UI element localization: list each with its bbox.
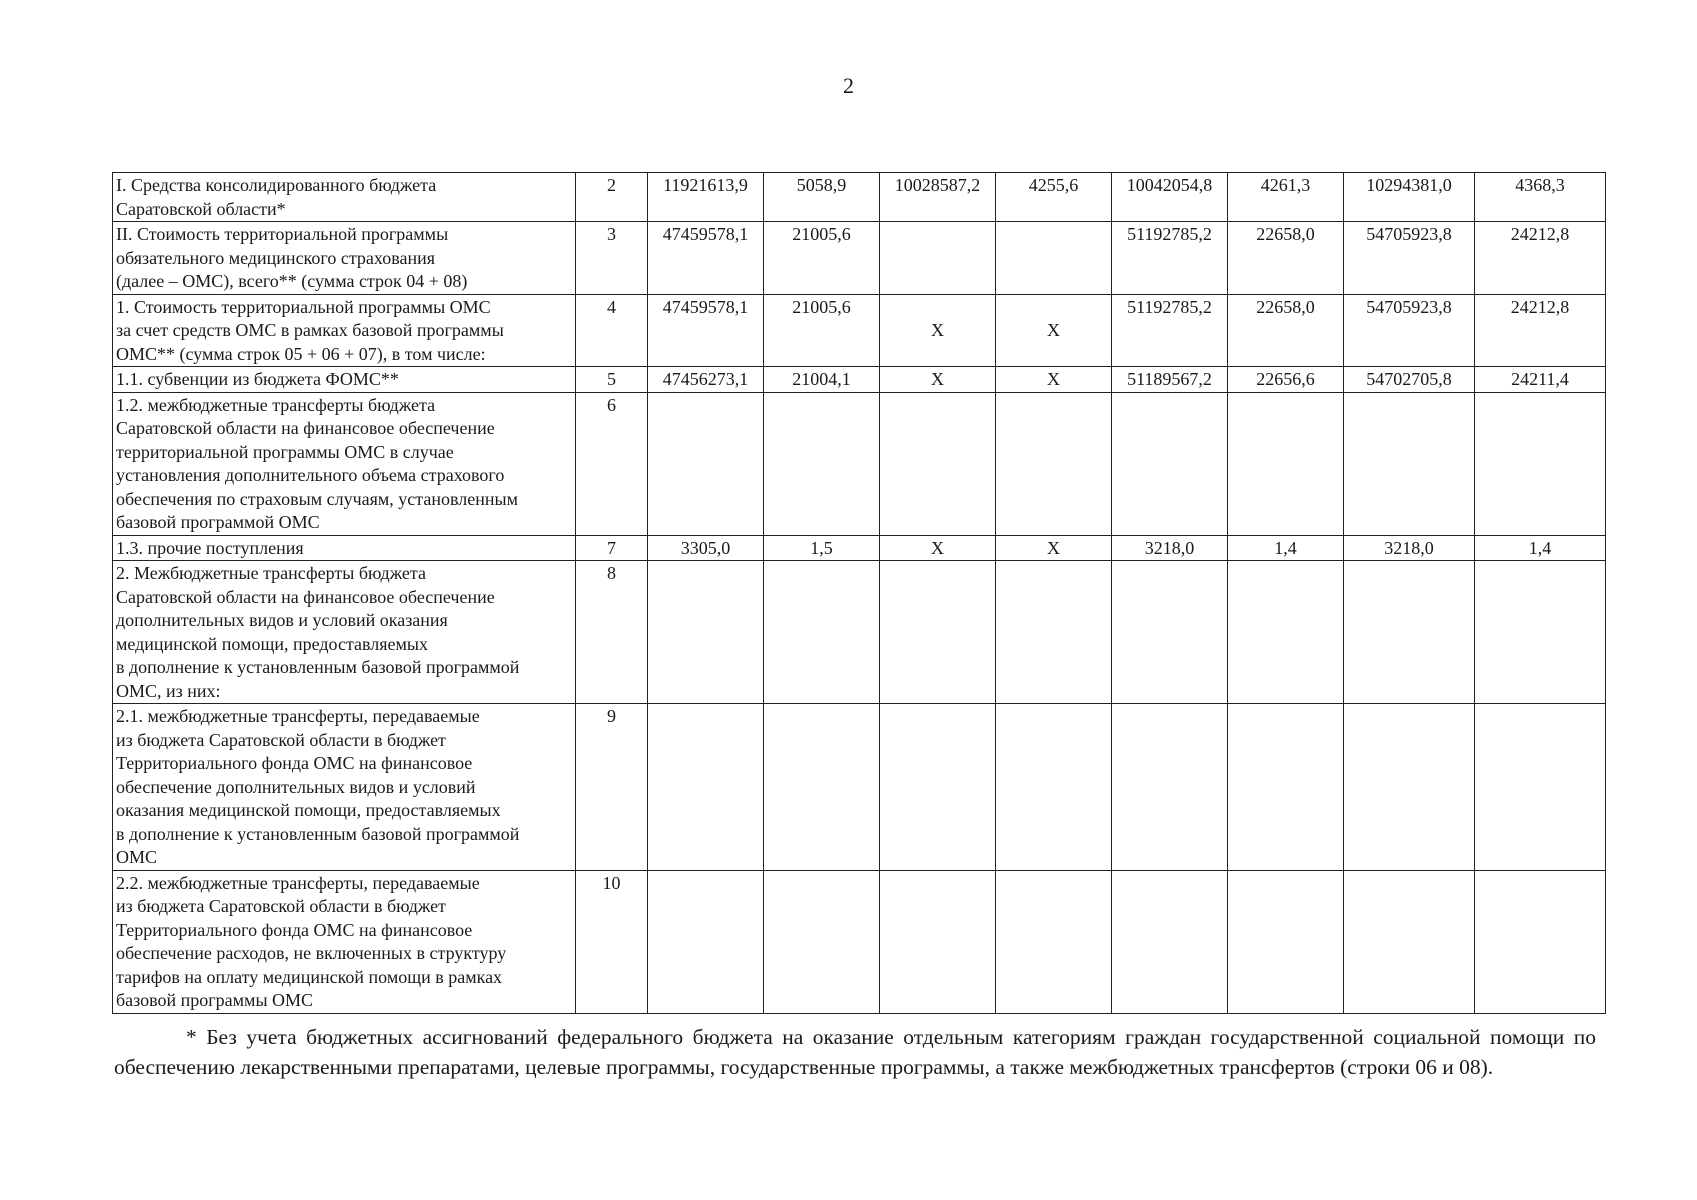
value-cell: Х xyxy=(996,535,1112,561)
value-cell xyxy=(996,704,1112,871)
row-line-number: 2 xyxy=(576,173,648,222)
value-cell: 1,4 xyxy=(1475,535,1606,561)
value-cell: 51192785,2 xyxy=(1112,294,1228,367)
value-cell xyxy=(764,561,880,704)
value-cell xyxy=(764,704,880,871)
row-label: 1. Стоимость территориальной программы ОМС за счет средств ОМС в рамках базовой программы ОМС** (сумма строк 05 + 06 + 07), в том числе: xyxy=(113,294,576,367)
value-cell: 10028587,2 xyxy=(880,173,996,222)
value-cell xyxy=(1228,704,1344,871)
value-cell xyxy=(996,561,1112,704)
value-cell: 22658,0 xyxy=(1228,294,1344,367)
value-cell: 47459578,1 xyxy=(648,222,764,295)
value-cell: 3305,0 xyxy=(648,535,764,561)
row-label: 2.2. межбюджетные трансферты, передаваемые из бюджета Саратовской области в бюджет Территориального фонда ОМС на финансовое обеспечение расходов, не включенных в структуру тарифов на оплату медицинской помощи в рамках базовой программы ОМС xyxy=(113,870,576,1013)
value-cell xyxy=(648,870,764,1013)
value-cell xyxy=(1228,392,1344,535)
row-line-number: 8 xyxy=(576,561,648,704)
row-line-number: 5 xyxy=(576,367,648,393)
table-body xyxy=(113,173,1606,1014)
value-cell: 54705923,8 xyxy=(1344,294,1475,367)
value-cell: 1,5 xyxy=(764,535,880,561)
row-label: II. Стоимость территориальной программы обязательного медицинского страхования (далее – ОМС), всего** (сумма строк 04 + 08) xyxy=(113,222,576,295)
value-cell xyxy=(880,704,996,871)
value-cell: Х xyxy=(880,367,996,393)
value-cell: 24212,8 xyxy=(1475,294,1606,367)
value-cell xyxy=(880,222,996,295)
value-cell xyxy=(1112,392,1228,535)
value-cell xyxy=(764,870,880,1013)
page-number: 2 xyxy=(843,73,854,98)
value-cell xyxy=(648,392,764,535)
value-cell: 24211,4 xyxy=(1475,367,1606,393)
value-cell xyxy=(648,561,764,704)
value-cell xyxy=(1112,704,1228,871)
value-cell xyxy=(1112,870,1228,1013)
row-line-number: 9 xyxy=(576,704,648,871)
value-cell xyxy=(1475,704,1606,871)
row-label: 2. Межбюджетные трансферты бюджета Саратовской области на финансовое обеспечение дополнительных видов и условий оказания медицинской помощи, предоставляемых в дополнение к установленным базовой программой ОМС, из них: xyxy=(113,561,576,704)
value-cell: Х xyxy=(880,535,996,561)
value-cell: 4261,3 xyxy=(1228,173,1344,222)
row-label: 1.1. субвенции из бюджета ФОМС** xyxy=(113,367,576,393)
value-cell xyxy=(1344,870,1475,1013)
value-cell xyxy=(1344,561,1475,704)
value-cell: 4368,3 xyxy=(1475,173,1606,222)
value-cell xyxy=(880,561,996,704)
value-cell: 21005,6 xyxy=(764,294,880,367)
value-cell: 47459578,1 xyxy=(648,294,764,367)
value-cell: 10294381,0 xyxy=(1344,173,1475,222)
row-line-number: 7 xyxy=(576,535,648,561)
value-cell: 47456273,1 xyxy=(648,367,764,393)
row-line-number: 6 xyxy=(576,392,648,535)
row-label: 1.2. межбюджетные трансферты бюджета Саратовской области на финансовое обеспечение территориальной программы ОМС в случае установления дополнительного объема страхового обеспечения по страховым случаям, установленным базовой программой ОМС xyxy=(113,392,576,535)
value-cell: Х xyxy=(996,294,1112,367)
value-cell: 54705923,8 xyxy=(1344,222,1475,295)
table-row xyxy=(113,367,1606,393)
value-cell xyxy=(1475,561,1606,704)
table-row xyxy=(113,294,1606,367)
value-cell: 3218,0 xyxy=(1344,535,1475,561)
row-line-number: 3 xyxy=(576,222,648,295)
value-cell xyxy=(1112,561,1228,704)
table-row xyxy=(113,392,1606,535)
table-row xyxy=(113,870,1606,1013)
value-cell: 11921613,9 xyxy=(648,173,764,222)
table-row xyxy=(113,535,1606,561)
table-row xyxy=(113,704,1606,871)
table-row xyxy=(113,173,1606,222)
value-cell: Х xyxy=(996,367,1112,393)
row-label: 2.1. межбюджетные трансферты, передаваемые из бюджета Саратовской области в бюджет Территориального фонда ОМС на финансовое обеспечение дополнительных видов и условий оказания медицинской помощи, предоставляемых в дополнение к установленным базовой программой ОМС xyxy=(113,704,576,871)
budget-table xyxy=(112,172,1606,1014)
value-cell: 22656,6 xyxy=(1228,367,1344,393)
value-cell xyxy=(880,870,996,1013)
value-cell: 4255,6 xyxy=(996,173,1112,222)
value-cell: 21004,1 xyxy=(764,367,880,393)
value-cell: Х xyxy=(880,294,996,367)
value-cell xyxy=(996,222,1112,295)
value-cell: 51189567,2 xyxy=(1112,367,1228,393)
value-cell xyxy=(1475,870,1606,1013)
value-cell: 54702705,8 xyxy=(1344,367,1475,393)
footnote: * Без учета бюджетных ассигнований федерального бюджета на оказание отдельным категориям граждан государственной социальной помощи по обеспечению лекарственными препаратами, целевые программы, государственные программы, а также межбюджетных трансфертов (строки 06 и 08). xyxy=(114,1025,1596,1079)
row-label: I. Средства консолидированного бюджета Саратовской области* xyxy=(113,173,576,222)
value-cell: 24212,8 xyxy=(1475,222,1606,295)
value-cell xyxy=(648,704,764,871)
value-cell: 21005,6 xyxy=(764,222,880,295)
value-cell xyxy=(1344,392,1475,535)
value-cell: 22658,0 xyxy=(1228,222,1344,295)
table-row xyxy=(113,561,1606,704)
value-cell: 10042054,8 xyxy=(1112,173,1228,222)
row-label: 1.3. прочие поступления xyxy=(113,535,576,561)
value-cell xyxy=(880,392,996,535)
value-cell xyxy=(764,392,880,535)
value-cell: 5058,9 xyxy=(764,173,880,222)
value-cell: 51192785,2 xyxy=(1112,222,1228,295)
value-cell xyxy=(996,392,1112,535)
value-cell xyxy=(1475,392,1606,535)
value-cell xyxy=(1228,561,1344,704)
value-cell xyxy=(1228,870,1344,1013)
value-cell: 3218,0 xyxy=(1112,535,1228,561)
row-line-number: 10 xyxy=(576,870,648,1013)
value-cell xyxy=(1344,704,1475,871)
value-cell: 1,4 xyxy=(1228,535,1344,561)
row-line-number: 4 xyxy=(576,294,648,367)
value-cell xyxy=(996,870,1112,1013)
table-row xyxy=(113,222,1606,295)
